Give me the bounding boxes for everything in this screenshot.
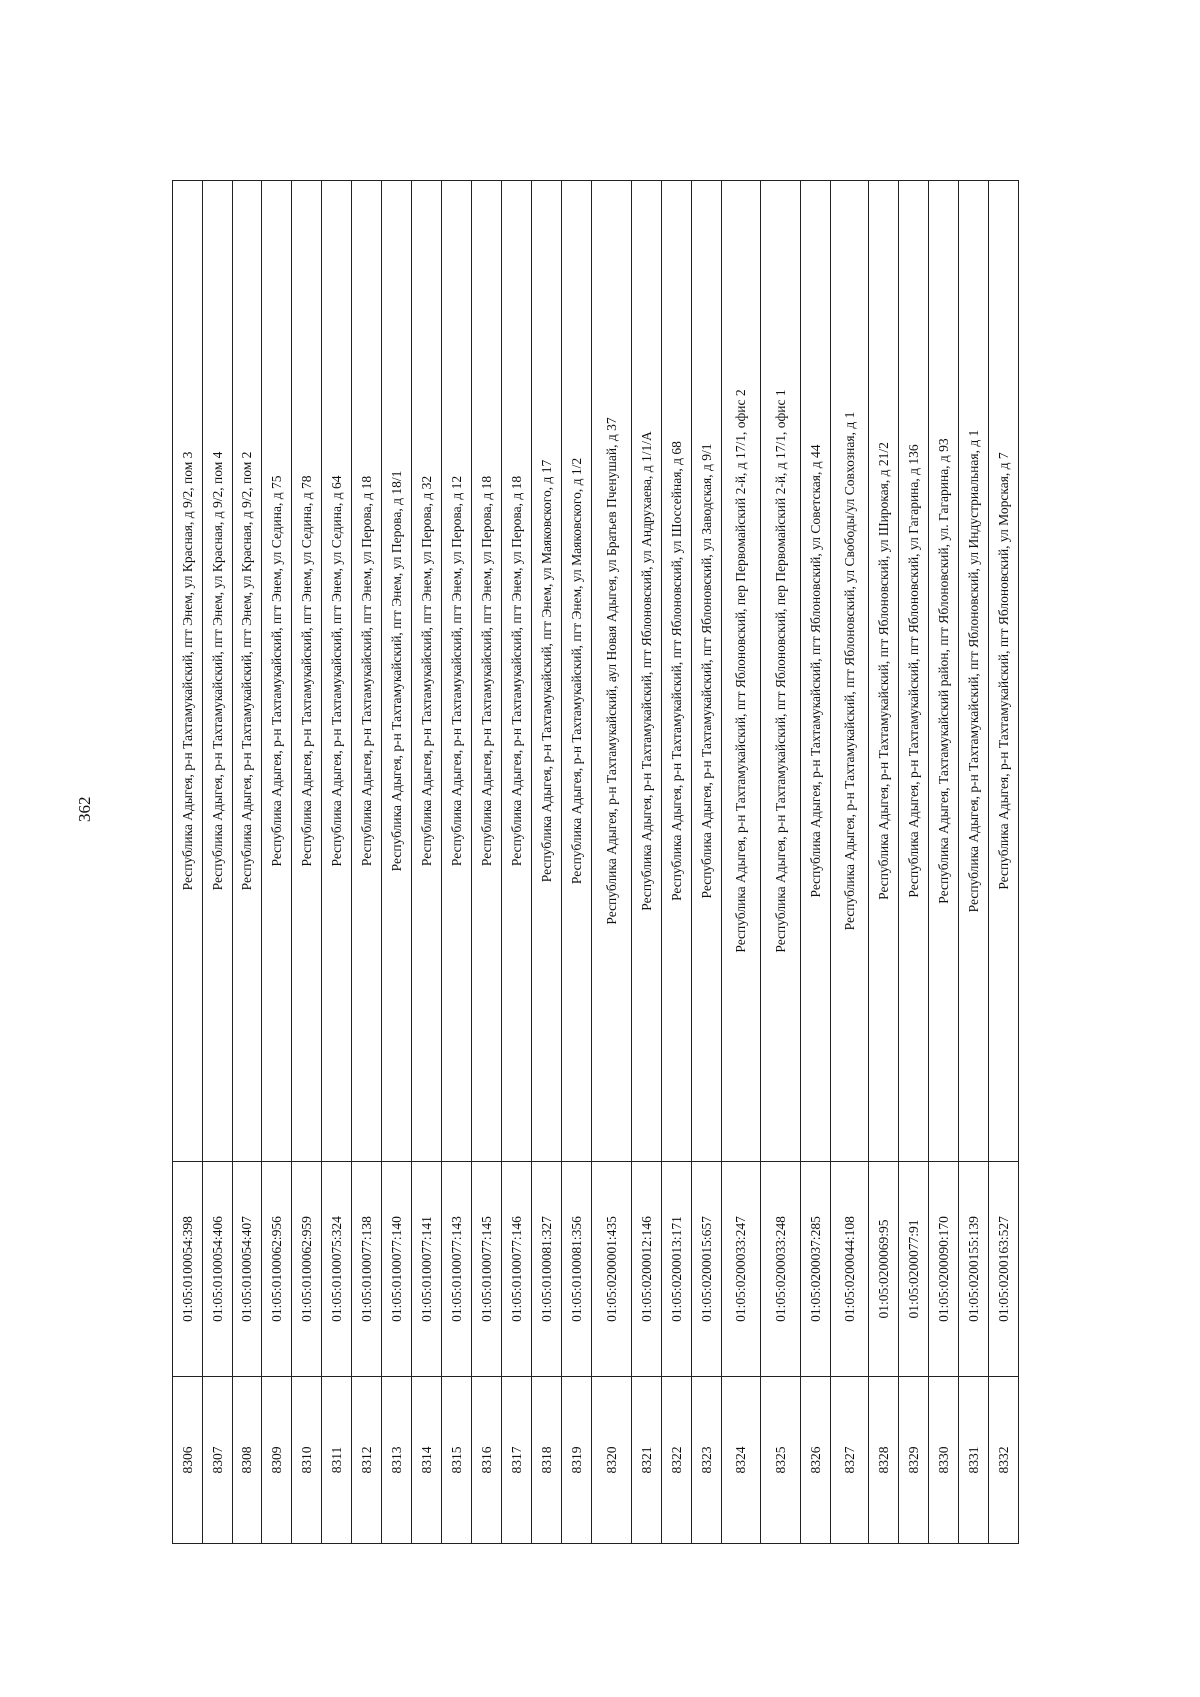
property-address: Республика Адыгея, р-н Тахтамукайский, пгт Энем, ул Седина, д 78 — [292, 181, 322, 1162]
cadastral-number: 01:05:0200015:657 — [692, 1162, 722, 1377]
cadastral-number: 01:05:0100062:959 — [292, 1162, 322, 1377]
row-number: 8311 — [322, 1377, 352, 1544]
property-address: Республика Адыгея, р-н Тахтамукайский, пгт Энем, ул Красная, д 9/2, пом 4 — [203, 181, 233, 1162]
property-address: Республика Адыгея, р-н Тахтамукайский, пгт Энем, ул Перова, д 18 — [472, 181, 502, 1162]
row-number: 8312 — [352, 1377, 382, 1544]
row-number: 8315 — [442, 1377, 472, 1544]
cadastral-number: 01:05:0100077:138 — [352, 1162, 382, 1377]
property-address: Республика Адыгея, р-н Тахтамукайский, пгт Яблоновский, ул Широкая, д 21/2 — [869, 181, 899, 1162]
table-row — [352, 181, 382, 1544]
cadastral-number: 01:05:0200163:527 — [989, 1162, 1019, 1377]
row-number: 8317 — [502, 1377, 532, 1544]
row-number: 8321 — [632, 1377, 662, 1544]
table-row — [472, 181, 502, 1544]
cadastral-number: 01:05:0100081:327 — [532, 1162, 562, 1377]
register-table-body — [173, 181, 1019, 1544]
row-number: 8316 — [472, 1377, 502, 1544]
property-address: Республика Адыгея, р-н Тахтамукайский, пгт Яблоновский, ул Гагарина, д 136 — [899, 181, 929, 1162]
row-number: 8319 — [562, 1377, 592, 1544]
table-row — [662, 181, 692, 1544]
cadastral-number: 01:05:0200155:139 — [959, 1162, 989, 1377]
property-address: Республика Адыгея, р-н Тахтамукайский, пгт Яблоновский, ул Морская, д 7 — [989, 181, 1019, 1162]
table-row — [502, 181, 532, 1544]
cadastral-number: 01:05:0200044:108 — [831, 1162, 869, 1377]
row-number: 8308 — [233, 1377, 262, 1544]
cadastral-number: 01:05:0100077:145 — [472, 1162, 502, 1377]
cadastral-number: 01:05:0200001:435 — [592, 1162, 632, 1377]
row-number: 8323 — [692, 1377, 722, 1544]
row-number: 8329 — [899, 1377, 929, 1544]
cadastral-number: 01:05:0100062:956 — [262, 1162, 292, 1377]
cadastral-number: 01:05:0200013:171 — [662, 1162, 692, 1377]
table-row — [989, 181, 1019, 1544]
property-address: Республика Адыгея, р-н Тахтамукайский, пгт Энем, ул Перова, д 12 — [442, 181, 472, 1162]
property-address: Республика Адыгея, р-н Тахтамукайский, пгт Яблоновский, пер Первомайский 2-й, д 17/1, офис 2 — [722, 181, 761, 1162]
cadastral-number: 01:05:0200012:146 — [632, 1162, 662, 1377]
cadastral-number: 01:05:0200033:247 — [722, 1162, 761, 1377]
row-number: 8306 — [173, 1377, 203, 1544]
property-address: Республика Адыгея, р-н Тахтамукайский, пгт Яблоновский, ул Шоссейная, д 68 — [662, 181, 692, 1162]
table-row — [233, 181, 262, 1544]
table-row — [532, 181, 562, 1544]
table-row — [562, 181, 592, 1544]
table-row — [761, 181, 801, 1544]
property-address: Республика Адыгея, р-н Тахтамукайский, аул Новая Адыгея, ул Братьев Пченушай, д 37 — [592, 181, 632, 1162]
page-number: 362 — [75, 796, 94, 822]
cadastral-number: 01:05:0100081:356 — [562, 1162, 592, 1377]
property-address: Республика Адыгея, р-н Тахтамукайский, пгт Энем, ул Перова, д 18 — [502, 181, 532, 1162]
row-number: 8314 — [412, 1377, 442, 1544]
property-address: Республика Адыгея, р-н Тахтамукайский, пгт Энем, ул Красная, д 9/2, пом 3 — [173, 181, 203, 1162]
row-number: 8310 — [292, 1377, 322, 1544]
table-row — [692, 181, 722, 1544]
table-row — [262, 181, 292, 1544]
property-address: Республика Адыгея, р-н Тахтамукайский, пгт Энем, ул Перова, д 32 — [412, 181, 442, 1162]
property-address: Республика Адыгея, р-н Тахтамукайский, пгт Энем, ул Перова, д 18 — [352, 181, 382, 1162]
property-address: Республика Адыгея, Тахтамукайский район, пгт Яблоновский, ул. Гагарина, д 93 — [929, 181, 959, 1162]
property-address: Республика Адыгея, р-н Тахтамукайский, пгт Яблоновский, ул Андрухаева, д 1/1/А — [632, 181, 662, 1162]
table-row — [959, 181, 989, 1544]
cadastral-number: 01:05:0100075:324 — [322, 1162, 352, 1377]
cadastral-number: 01:05:0100054:398 — [173, 1162, 203, 1377]
property-address: Республика Адыгея, р-н Тахтамукайский, пгт Яблоновский, ул Советская, д 44 — [801, 181, 831, 1162]
table-row — [831, 181, 869, 1544]
row-number: 8327 — [831, 1377, 869, 1544]
row-number: 8326 — [801, 1377, 831, 1544]
table-row — [382, 181, 412, 1544]
cadastral-number: 01:05:0100054:406 — [203, 1162, 233, 1377]
cadastral-number: 01:05:0200077:91 — [899, 1162, 929, 1377]
property-address: Республика Адыгея, р-н Тахтамукайский, пгт Яблоновский, пер Первомайский 2-й, д 17/1, офис 1 — [761, 181, 801, 1162]
table-row — [412, 181, 442, 1544]
table-row — [292, 181, 322, 1544]
table-row — [322, 181, 352, 1544]
table-row — [442, 181, 472, 1544]
row-number: 8332 — [989, 1377, 1019, 1544]
row-number: 8325 — [761, 1377, 801, 1544]
row-number: 8330 — [929, 1377, 959, 1544]
table-row — [722, 181, 761, 1544]
row-number: 8324 — [722, 1377, 761, 1544]
row-number: 8318 — [532, 1377, 562, 1544]
property-address: Республика Адыгея, р-н Тахтамукайский, пгт Яблоновский, ул Свободы/ул Совхозная, д 1 — [831, 181, 869, 1162]
cadastral-number: 01:05:0100077:141 — [412, 1162, 442, 1377]
property-address: Республика Адыгея, р-н Тахтамукайский, пгт Энем, ул Седина, д 75 — [262, 181, 292, 1162]
property-address: Республика Адыгея, р-н Тахтамукайский, пгт Энем, ул Перова, д 18/1 — [382, 181, 412, 1162]
cadastral-number: 01:05:0100077:143 — [442, 1162, 472, 1377]
table-row — [632, 181, 662, 1544]
table-row — [173, 181, 203, 1544]
cadastral-number: 01:05:0200033:248 — [761, 1162, 801, 1377]
cadastral-number: 01:05:0100054:407 — [233, 1162, 262, 1377]
table-row — [592, 181, 632, 1544]
row-number: 8331 — [959, 1377, 989, 1544]
property-address: Республика Адыгея, р-н Тахтамукайский, пгт Энем, ул Красная, д 9/2, пом 2 — [233, 181, 262, 1162]
cadastral-number: 01:05:0200069:95 — [869, 1162, 899, 1377]
cadastral-number: 01:05:0200090:170 — [929, 1162, 959, 1377]
property-address: Республика Адыгея, р-н Тахтамукайский, пгт Яблоновский, ул Заводская, д 9/1 — [692, 181, 722, 1162]
row-number: 8307 — [203, 1377, 233, 1544]
cadastral-number: 01:05:0100077:140 — [382, 1162, 412, 1377]
cadastral-number: 01:05:0100077:146 — [502, 1162, 532, 1377]
row-number: 8322 — [662, 1377, 692, 1544]
table-row — [899, 181, 929, 1544]
table-row — [929, 181, 959, 1544]
property-address: Республика Адыгея, р-н Тахтамукайский, пгт Энем, ул Маяковского, д 17 — [532, 181, 562, 1162]
cadastral-number: 01:05:0200037:285 — [801, 1162, 831, 1377]
property-address: Республика Адыгея, р-н Тахтамукайский, пгт Энем, ул Седина, д 64 — [322, 181, 352, 1162]
table-row — [203, 181, 233, 1544]
row-number: 8309 — [262, 1377, 292, 1544]
row-number: 8313 — [382, 1377, 412, 1544]
table-row — [869, 181, 899, 1544]
table-row — [801, 181, 831, 1544]
row-number: 8328 — [869, 1377, 899, 1544]
property-register-table — [172, 180, 1019, 1544]
property-address: Республика Адыгея, р-н Тахтамукайский, пгт Энем, ул Маяковского, д 1/2 — [562, 181, 592, 1162]
property-address: Республика Адыгея, р-н Тахтамукайский, пгт Яблоновский, ул Индустриальная, д 1 — [959, 181, 989, 1162]
row-number: 8320 — [592, 1377, 632, 1544]
